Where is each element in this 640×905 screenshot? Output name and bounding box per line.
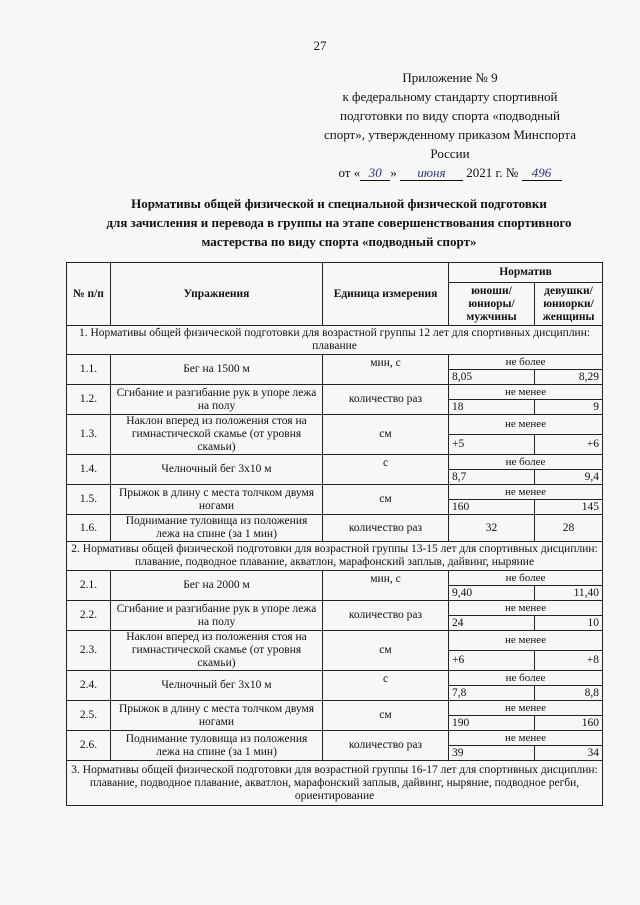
table-row — [67, 355, 603, 370]
header-unit: Единица измерения — [323, 263, 449, 326]
header-female: девушки/ юниорки/ женщины — [535, 283, 603, 326]
unit-cell: см — [323, 485, 449, 515]
unit-cell: количество раз — [323, 731, 449, 761]
exercise-name: Бег на 2000 м — [111, 571, 323, 601]
table-row — [67, 671, 603, 686]
row-number: 1.2. — [67, 385, 111, 415]
table-body — [67, 326, 603, 806]
row-number: 1.3. — [67, 415, 111, 455]
header-num: № п/п — [67, 263, 111, 326]
exercise-name: Сгибание и разгибание рук в упоре лежа на полу — [111, 601, 323, 631]
norm-condition: не менее — [449, 415, 603, 435]
female-value: 34 — [535, 746, 603, 761]
appendix-line-1: Приложение № 9 — [402, 70, 498, 85]
appendix-line-4: спорт», утвержденному приказом Минспорта — [324, 127, 576, 142]
female-value: 10 — [535, 616, 603, 631]
unit-cell: мин, с — [323, 571, 449, 601]
appendix-line-2: к федеральному стандарту спортивной — [342, 89, 558, 104]
order-number: 496 — [522, 166, 562, 181]
row-number: 2.6. — [67, 731, 111, 761]
section-title: 2. Нормативы общей физической подготовки для возрастной группы 13-15 лет для спортивных дисциплин: плавание, подводное плавание, акватлон, марафонский заплыв, дайвинг, ныряние — [67, 542, 603, 571]
norm-condition: не более — [449, 571, 603, 586]
male-value: 32 — [449, 515, 535, 542]
male-value: 24 — [449, 616, 535, 631]
table-row — [67, 701, 603, 716]
section-row — [67, 761, 603, 806]
female-value: 160 — [535, 716, 603, 731]
row-number: 2.4. — [67, 671, 111, 701]
female-value: 145 — [535, 500, 603, 515]
row-number: 1.1. — [67, 355, 111, 385]
female-value: 8,29 — [535, 370, 603, 385]
table-row — [67, 631, 603, 651]
title-line-2: для зачисления и перевода в группы на этапе совершенствования спортивного — [106, 215, 572, 230]
female-value: 8,8 — [535, 686, 603, 701]
norm-condition: не менее — [449, 485, 603, 500]
norm-condition: не менее — [449, 701, 603, 716]
unit-cell: количество раз — [323, 515, 449, 542]
order-year: 2021 г. № — [466, 165, 519, 180]
exercise-name: Поднимание туловища из положения лежа на спине (за 1 мин) — [111, 731, 323, 761]
exercise-name: Челночный бег 3х10 м — [111, 671, 323, 701]
table-row — [67, 485, 603, 500]
unit-cell: с — [323, 455, 449, 485]
table-row — [67, 731, 603, 746]
norm-condition: не более — [449, 455, 603, 470]
row-number: 2.2. — [67, 601, 111, 631]
table-row — [67, 415, 603, 435]
male-value: 9,40 — [449, 586, 535, 601]
section-row — [67, 542, 603, 571]
male-value: 8,7 — [449, 470, 535, 485]
male-value: +6 — [449, 651, 535, 671]
section-title: 3. Нормативы общей физической подготовки для возрастной группы 16-17 лет для спортивных дисциплин: плавание, подводное плавание, акватлон, марафонский заплыв, дайвинг, ныряние, подводное регби, ориентирование — [67, 761, 603, 806]
male-value: 39 — [449, 746, 535, 761]
male-value: 8,05 — [449, 370, 535, 385]
exercise-name: Поднимание туловища из положения лежа на спине (за 1 мин) — [111, 515, 323, 542]
table-row — [67, 601, 603, 616]
male-value: 7,8 — [449, 686, 535, 701]
unit-cell: с — [323, 671, 449, 701]
norms-table — [66, 262, 603, 806]
order-prefix: от « — [338, 165, 361, 180]
norm-condition: не менее — [449, 601, 603, 616]
row-number: 1.5. — [67, 485, 111, 515]
unit-cell: количество раз — [323, 601, 449, 631]
unit-cell: количество раз — [323, 385, 449, 415]
document-title — [64, 194, 614, 251]
order-line — [300, 163, 600, 182]
table-row — [67, 455, 603, 470]
exercise-name: Челночный бег 3х10 м — [111, 455, 323, 485]
norm-condition: не менее — [449, 731, 603, 746]
female-value: 9,4 — [535, 470, 603, 485]
title-line-1: Нормативы общей физической и специальной физической подготовки — [131, 196, 547, 211]
exercise-name: Наклон вперед из положения стоя на гимнастической скамье (от уровня скамьи) — [111, 631, 323, 671]
page-number: 27 — [313, 38, 327, 53]
exercise-name: Наклон вперед из положения стоя на гимнастической скамье (от уровня скамьи) — [111, 415, 323, 455]
unit-cell: см — [323, 701, 449, 731]
row-number: 1.4. — [67, 455, 111, 485]
header-male: юноши/ юниоры/ мужчины — [449, 283, 535, 326]
male-value: 160 — [449, 500, 535, 515]
section-title: 1. Нормативы общей физической подготовки для возрастной группы 12 лет для спортивных дисциплин: плавание — [67, 326, 603, 355]
female-value: +6 — [535, 435, 603, 455]
norm-condition: не менее — [449, 385, 603, 400]
order-mid: » — [390, 165, 397, 180]
header-exercise: Упражнения — [111, 263, 323, 326]
female-value: 28 — [535, 515, 603, 542]
female-value: +8 — [535, 651, 603, 671]
row-number: 2.5. — [67, 701, 111, 731]
norm-condition: не более — [449, 671, 603, 686]
order-month: июня — [400, 166, 463, 181]
order-day: 30 — [360, 166, 390, 181]
exercise-name: Прыжок в длину с места толчком двумя ногами — [111, 701, 323, 731]
table-row — [67, 571, 603, 586]
unit-cell: см — [323, 631, 449, 671]
table-row — [67, 385, 603, 400]
exercise-name: Бег на 1500 м — [111, 355, 323, 385]
norm-condition: не менее — [449, 631, 603, 651]
appendix-block — [300, 68, 600, 182]
section-row — [67, 326, 603, 355]
row-number: 1.6. — [67, 515, 111, 542]
appendix-line-5: России — [430, 146, 470, 161]
header-norm: Норматив — [449, 263, 603, 283]
male-value: 18 — [449, 400, 535, 415]
exercise-name: Сгибание и разгибание рук в упоре лежа на полу — [111, 385, 323, 415]
male-value: 190 — [449, 716, 535, 731]
title-line-3: мастерства по виду спорта «подводный спорт» — [201, 234, 477, 249]
norm-condition: не более — [449, 355, 603, 370]
unit-cell: см — [323, 415, 449, 455]
row-number: 2.1. — [67, 571, 111, 601]
female-value: 9 — [535, 400, 603, 415]
unit-cell: мин, с — [323, 355, 449, 385]
appendix-line-3: подготовки по виду спорта «подводный — [340, 108, 560, 123]
row-number: 2.3. — [67, 631, 111, 671]
exercise-name: Прыжок в длину с места толчком двумя ногами — [111, 485, 323, 515]
female-value: 11,40 — [535, 586, 603, 601]
male-value: +5 — [449, 435, 535, 455]
